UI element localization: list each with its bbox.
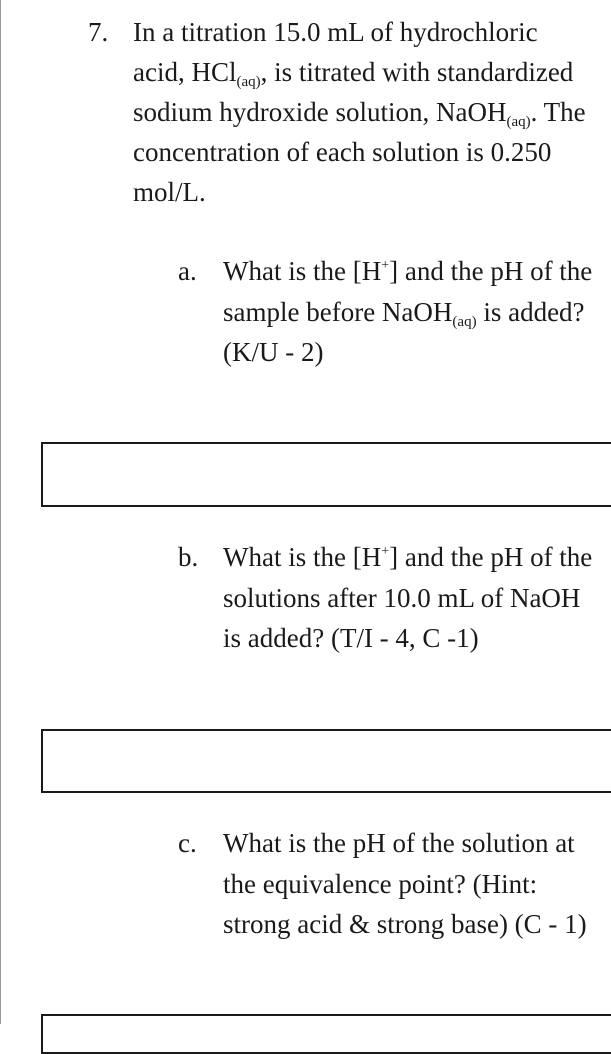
question-text (133, 12, 593, 212)
hcl-subscript: (aq) (236, 74, 261, 90)
part-c-letter: c. (178, 828, 197, 858)
part-a-text-3: is added? (K/U - 2) (223, 296, 585, 367)
part-a-plus: + (381, 258, 390, 273)
part-b-text-2: ] and the pH of the solutions after 10.0 mL of NaOH is added? (T/I - 4, C -1) (223, 542, 593, 653)
part-a-text-2: ] and the pH of the sample before NaOH (223, 256, 593, 327)
part-c-question (223, 823, 598, 945)
part-a-letter: a. (178, 256, 197, 286)
naoh-subscript: (aq) (506, 114, 531, 130)
part-a-question (223, 251, 598, 373)
answer-box-a[interactable] (41, 442, 611, 507)
part-b-plus: + (381, 544, 390, 559)
part-b-text-1: What is the [H (223, 542, 382, 572)
part-a-text-1: What is the [H (223, 256, 382, 286)
part-a-naoh-subscript: (aq) (452, 313, 477, 330)
answer-box-b[interactable] (41, 729, 611, 793)
question-number: 7. (88, 17, 109, 47)
answer-box-c[interactable] (41, 1014, 611, 1054)
part-b-question (223, 537, 598, 659)
part-c-text-1: What is the pH of the solution at the equivalence point? (Hint: strong acid & strong base) (C - 1) (223, 828, 587, 939)
question-text-part-2: , is titrated with standardized sodium hydroxide solution, NaOH (133, 57, 574, 127)
question-text-part-3: . The concentration of each solution is 0.250 mol/L. (133, 97, 586, 207)
question-text-part-1: In a titration 15.0 mL of hydrochloric acid, HCl (133, 17, 538, 87)
part-b-letter: b. (178, 542, 199, 572)
page-left-border (0, 0, 1, 1024)
